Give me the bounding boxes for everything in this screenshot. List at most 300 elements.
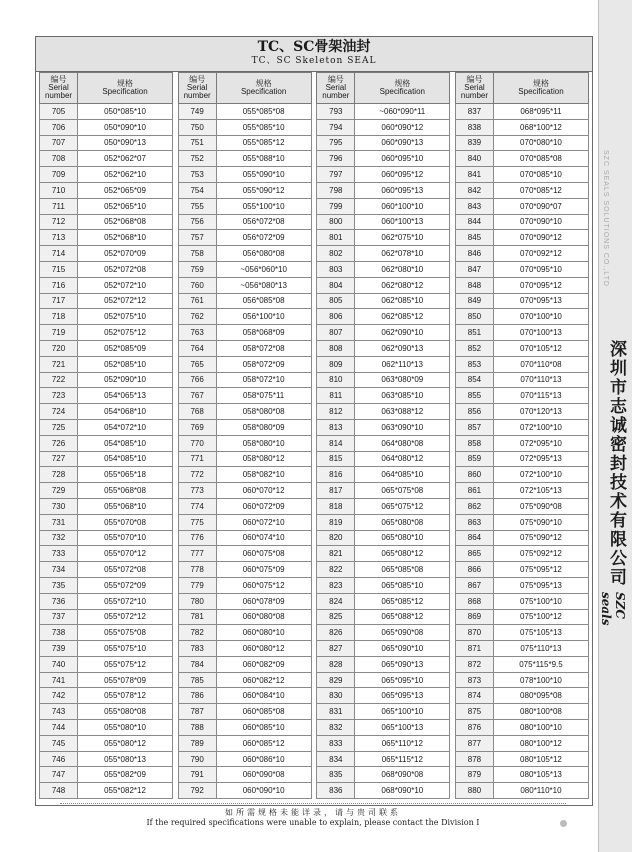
spec-cell: 054*085*10: [78, 435, 173, 451]
spec-cell: 060*082*12: [216, 672, 311, 688]
serial-cell: 729: [40, 483, 78, 499]
spec-cell: 060*072*09: [216, 498, 311, 514]
spec-cell: 072*100*10: [493, 419, 588, 435]
spec-cell: 055*072*10: [78, 593, 173, 609]
serial-cell: 819: [317, 514, 355, 530]
serial-cell: 721: [40, 356, 78, 372]
table-row: [317, 625, 450, 641]
serial-cell: 764: [178, 340, 216, 356]
spec-cell: 062*085*12: [355, 309, 450, 325]
table-row: [40, 388, 173, 404]
spec-cell: 065*100*10: [355, 704, 450, 720]
table-row: [455, 309, 588, 325]
serial-cell: 856: [455, 404, 493, 420]
company-name-cn: 深圳市志诚密封技术有限公司: [606, 340, 626, 587]
serial-cell: 811: [317, 388, 355, 404]
table-row: [455, 467, 588, 483]
serial-cell: 866: [455, 562, 493, 578]
serial-cell: 862: [455, 498, 493, 514]
serial-cell: 815: [317, 451, 355, 467]
table-row: [178, 182, 311, 198]
spec-cell: 060*074*10: [216, 530, 311, 546]
table-row: [178, 609, 311, 625]
table-row: [455, 261, 588, 277]
spec-cell: 065*090*13: [355, 656, 450, 672]
serial-cell: 797: [317, 167, 355, 183]
spec-cell: 072*105*13: [493, 483, 588, 499]
serial-cell: 735: [40, 577, 78, 593]
spec-cell: 052*068*10: [78, 230, 173, 246]
serial-header: [455, 73, 493, 104]
spec-cell: 065*075*12: [355, 498, 450, 514]
serial-cell: 852: [455, 340, 493, 356]
table-row: [40, 325, 173, 341]
serial-cell: 805: [317, 293, 355, 309]
serial-header-en2: number: [183, 91, 211, 100]
spec-cell: 054*068*10: [78, 404, 173, 420]
serial-cell: 838: [455, 119, 493, 135]
serial-cell: 821: [317, 546, 355, 562]
spec-cell: 055*080*08: [78, 704, 173, 720]
table-row: [40, 404, 173, 420]
serial-cell: 802: [317, 246, 355, 262]
spec-cell: 065*100*13: [355, 720, 450, 736]
table-row: [455, 688, 588, 704]
spec-cell: 054*085*10: [78, 451, 173, 467]
serial-cell: 747: [40, 767, 78, 783]
table-row: [40, 735, 173, 751]
serial-cell: 859: [455, 451, 493, 467]
spec-cell: 055*085*08: [216, 104, 311, 120]
table-row: [40, 214, 173, 230]
spec-cell: 070*095*10: [493, 261, 588, 277]
spec-cell: 060*084*10: [216, 688, 311, 704]
table-row: [317, 419, 450, 435]
serial-cell: 739: [40, 641, 78, 657]
serial-cell: 794: [317, 119, 355, 135]
table-row: [178, 340, 311, 356]
spec-cell: 068*100*12: [493, 119, 588, 135]
spec-cell: 050*090*13: [78, 135, 173, 151]
serial-cell: 772: [178, 467, 216, 483]
serial-header-en2: number: [44, 91, 73, 100]
spec-cell: 055*085*10: [216, 119, 311, 135]
table-row: [317, 277, 450, 293]
table-row: [40, 783, 173, 799]
spec-cell: 064*085*10: [355, 467, 450, 483]
table-row: [178, 783, 311, 799]
serial-cell: 766: [178, 372, 216, 388]
table-row: [317, 325, 450, 341]
spec-cell: 065*090*08: [355, 625, 450, 641]
spec-cell: 055*080*13: [78, 751, 173, 767]
table-row: [178, 467, 311, 483]
table-row: [178, 388, 311, 404]
spec-cell: 063*090*10: [355, 419, 450, 435]
table-row: [40, 514, 173, 530]
table-row: [178, 735, 311, 751]
serial-cell: 760: [178, 277, 216, 293]
table-row: [455, 530, 588, 546]
spec-cell: 052*075*12: [78, 325, 173, 341]
table-row: [317, 214, 450, 230]
table-row: [40, 562, 173, 578]
spec-cell: 055*082*09: [78, 767, 173, 783]
table-row: [455, 783, 588, 799]
spec-cell: 055*072*12: [78, 609, 173, 625]
serial-cell: 773: [178, 483, 216, 499]
serial-header-en: Serial: [48, 83, 69, 92]
spec-header-en: Specification: [240, 87, 287, 96]
serial-cell: 868: [455, 593, 493, 609]
spec-cell: 058*080*08: [216, 404, 311, 420]
serial-cell: 801: [317, 230, 355, 246]
spec-cell: 055*070*08: [78, 514, 173, 530]
spec-cell: 064*080*08: [355, 435, 450, 451]
serial-cell: 768: [178, 404, 216, 420]
spec-cell: 060*095*12: [355, 167, 450, 183]
spec-cell: 070*095*13: [493, 293, 588, 309]
spec-cell: 055*072*09: [78, 577, 173, 593]
table-row: [178, 767, 311, 783]
serial-cell: 837: [455, 104, 493, 120]
serial-cell: 806: [317, 309, 355, 325]
spec-cell: 063*080*09: [355, 372, 450, 388]
serial-cell: 870: [455, 625, 493, 641]
spec-cell: 075*110*13: [493, 641, 588, 657]
spec-cell: 055*072*08: [78, 562, 173, 578]
spec-cell: 060*072*10: [216, 514, 311, 530]
serial-cell: 780: [178, 593, 216, 609]
spec-cell: 063*088*12: [355, 404, 450, 420]
spec-cell: 075*090*12: [493, 530, 588, 546]
serial-cell: 857: [455, 419, 493, 435]
table-row: [317, 246, 450, 262]
spec-cell: 080*105*12: [493, 751, 588, 767]
table-row: [178, 530, 311, 546]
spec-cell: 075*100*10: [493, 593, 588, 609]
serial-cell: 822: [317, 562, 355, 578]
table-row: [178, 325, 311, 341]
table-row: [455, 514, 588, 530]
serial-cell: 855: [455, 388, 493, 404]
table-row: [317, 672, 450, 688]
table-row: [455, 735, 588, 751]
serial-cell: 880: [455, 783, 493, 799]
table-row: [317, 293, 450, 309]
table-row: [40, 104, 173, 120]
table-row: [40, 230, 173, 246]
serial-cell: 792: [178, 783, 216, 799]
serial-cell: 832: [317, 720, 355, 736]
spec-cell: 070*120*13: [493, 404, 588, 420]
table-row: [455, 641, 588, 657]
table-row: [455, 167, 588, 183]
table-row: [178, 435, 311, 451]
serial-cell: 786: [178, 688, 216, 704]
spec-cell: 055*080*12: [78, 735, 173, 751]
spec-cell: 060*090*13: [355, 135, 450, 151]
spec-cell: 052*085*09: [78, 340, 173, 356]
serial-cell: 818: [317, 498, 355, 514]
table-row: [40, 625, 173, 641]
table-row: [40, 688, 173, 704]
spec-table-frame: [35, 36, 593, 806]
spec-cell: 052*072*12: [78, 293, 173, 309]
table-row: [178, 135, 311, 151]
spec-table: [178, 72, 312, 799]
serial-cell: 790: [178, 751, 216, 767]
spec-table: [455, 72, 589, 799]
table-row: [178, 641, 311, 657]
spec-cell: 070*115*13: [493, 388, 588, 404]
spec-cell: 058*082*10: [216, 467, 311, 483]
spec-cell: 055*065*18: [78, 467, 173, 483]
spec-cell: 058*072*10: [216, 372, 311, 388]
spec-cell: 075*095*13: [493, 577, 588, 593]
serial-cell: 770: [178, 435, 216, 451]
table-row: [317, 530, 450, 546]
serial-cell: 809: [317, 356, 355, 372]
spec-cell: 065*088*12: [355, 609, 450, 625]
spec-cell: 060*095*10: [355, 151, 450, 167]
table-row: [40, 167, 173, 183]
table-row: [317, 735, 450, 751]
table-row: [317, 514, 450, 530]
serial-cell: 785: [178, 672, 216, 688]
serial-cell: 860: [455, 467, 493, 483]
serial-cell: 765: [178, 356, 216, 372]
serial-cell: 793: [317, 104, 355, 120]
spec-cell: 070*110*13: [493, 372, 588, 388]
spec-cell: 052*072*10: [78, 277, 173, 293]
serial-cell: 756: [178, 214, 216, 230]
spec-cell: 075*095*12: [493, 562, 588, 578]
spec-table-column: [178, 72, 312, 799]
spec-cell: 062*080*12: [355, 277, 450, 293]
spec-cell: 055*068*08: [78, 483, 173, 499]
table-row: [40, 135, 173, 151]
serial-header: [317, 73, 355, 104]
table-row: [178, 577, 311, 593]
serial-cell: 827: [317, 641, 355, 657]
serial-cell: 778: [178, 562, 216, 578]
table-row: [455, 198, 588, 214]
serial-cell: 798: [317, 182, 355, 198]
spec-cell: 070*110*08: [493, 356, 588, 372]
table-row: [455, 720, 588, 736]
table-row: [317, 451, 450, 467]
serial-cell: 839: [455, 135, 493, 151]
spec-cell: 060*080*10: [216, 625, 311, 641]
serial-cell: 771: [178, 451, 216, 467]
spec-cell: 063*085*10: [355, 388, 450, 404]
table-row: [40, 593, 173, 609]
table-header-row: [178, 73, 311, 104]
spec-cell: 052*085*10: [78, 356, 173, 372]
table-row: [317, 230, 450, 246]
serial-cell: 783: [178, 641, 216, 657]
serial-cell: 752: [178, 151, 216, 167]
spec-cell: 070*085*08: [493, 151, 588, 167]
spec-cell: 052*065*10: [78, 198, 173, 214]
spec-cell: 062*085*10: [355, 293, 450, 309]
table-header-row: [455, 73, 588, 104]
table-row: [317, 720, 450, 736]
serial-cell: 741: [40, 672, 78, 688]
serial-header-en: Serial: [186, 83, 208, 92]
table-row: [455, 609, 588, 625]
table-header-row: [317, 73, 450, 104]
spec-cell: 060*100*10: [355, 198, 450, 214]
spec-cell: 068*090*08: [355, 767, 450, 783]
serial-cell: 864: [455, 530, 493, 546]
spec-cell: ~060*090*11: [355, 104, 450, 120]
table-row: [317, 609, 450, 625]
serial-cell: 767: [178, 388, 216, 404]
table-row: [178, 104, 311, 120]
serial-cell: 743: [40, 704, 78, 720]
table-row: [178, 562, 311, 578]
serial-cell: 732: [40, 530, 78, 546]
spec-header-cn: 规格: [255, 79, 272, 88]
table-row: [455, 577, 588, 593]
table-row: [317, 356, 450, 372]
serial-cell: 841: [455, 167, 493, 183]
spec-cell: 058*075*11: [216, 388, 311, 404]
spec-cell: 080*100*12: [493, 735, 588, 751]
spec-cell: 050*085*10: [78, 104, 173, 120]
spec-cell: 070*090*07: [493, 198, 588, 214]
table-row: [178, 246, 311, 262]
spec-cell: 062*090*10: [355, 325, 450, 341]
spec-cell: 056*080*08: [216, 246, 311, 262]
table-row: [455, 388, 588, 404]
serial-cell: 731: [40, 514, 78, 530]
table-row: [40, 372, 173, 388]
table-row: [317, 467, 450, 483]
spec-header-cn: 规格: [394, 79, 411, 88]
table-row: [317, 483, 450, 499]
serial-cell: 784: [178, 656, 216, 672]
spec-cell: 075*100*12: [493, 609, 588, 625]
serial-cell: 761: [178, 293, 216, 309]
serial-cell: 709: [40, 167, 78, 183]
table-row: [455, 293, 588, 309]
serial-cell: 795: [317, 135, 355, 151]
serial-cell: 714: [40, 246, 78, 262]
serial-cell: 846: [455, 246, 493, 262]
serial-cell: 712: [40, 214, 78, 230]
serial-cell: 708: [40, 151, 78, 167]
spec-table-column: [455, 72, 589, 799]
serial-cell: 788: [178, 720, 216, 736]
spec-cell: 078*100*10: [493, 672, 588, 688]
spec-cell: 080*100*08: [493, 704, 588, 720]
spec-cell: 062*078*10: [355, 246, 450, 262]
table-row: [317, 546, 450, 562]
table-row: [40, 151, 173, 167]
table-row: [455, 356, 588, 372]
table-row: [455, 151, 588, 167]
serial-cell: 705: [40, 104, 78, 120]
serial-cell: 719: [40, 325, 78, 341]
spec-cell: 060*090*08: [216, 767, 311, 783]
serial-cell: 715: [40, 261, 78, 277]
serial-cell: 746: [40, 751, 78, 767]
table-row: [178, 230, 311, 246]
serial-header-en: Serial: [325, 83, 347, 92]
table-row: [40, 309, 173, 325]
spec-cell: 065*115*12: [355, 751, 450, 767]
table-row: [178, 498, 311, 514]
spec-cell: 060*086*10: [216, 751, 311, 767]
table-row: [455, 656, 588, 672]
spec-cell: 075*105*13: [493, 625, 588, 641]
serial-cell: 706: [40, 119, 78, 135]
serial-cell: 725: [40, 419, 78, 435]
table-title-bar: [36, 37, 592, 72]
spec-header-cn: 规格: [532, 79, 549, 88]
spec-cell: 055*085*12: [216, 135, 311, 151]
table-row: [178, 751, 311, 767]
table-row: [317, 783, 450, 799]
serial-cell: 716: [40, 277, 78, 293]
spec-cell: 064*080*12: [355, 451, 450, 467]
table-row: [40, 293, 173, 309]
serial-cell: 844: [455, 214, 493, 230]
serial-cell: 745: [40, 735, 78, 751]
serial-cell: 878: [455, 751, 493, 767]
spec-table-column: [39, 72, 173, 799]
spec-cell: 065*085*08: [355, 562, 450, 578]
serial-header: [40, 73, 78, 104]
serial-cell: 799: [317, 198, 355, 214]
spec-cell: 052*075*10: [78, 309, 173, 325]
table-title-en: TC、SC Skeleton SEAL: [251, 56, 377, 66]
serial-header: [178, 73, 216, 104]
serial-cell: 803: [317, 261, 355, 277]
spec-cell: 070*090*12: [493, 230, 588, 246]
spec-header: [78, 73, 173, 104]
spec-cell: 052*068*08: [78, 214, 173, 230]
spec-cell: 056*072*09: [216, 230, 311, 246]
spec-cell: 060*090*10: [216, 783, 311, 799]
serial-cell: 758: [178, 246, 216, 262]
table-row: [455, 767, 588, 783]
spec-cell: 058*068*09: [216, 325, 311, 341]
serial-cell: 867: [455, 577, 493, 593]
table-row: [317, 562, 450, 578]
spec-cell: 075*092*12: [493, 546, 588, 562]
serial-cell: 861: [455, 483, 493, 499]
serial-cell: 869: [455, 609, 493, 625]
spec-cell: 052*062*10: [78, 167, 173, 183]
table-row: [40, 767, 173, 783]
spec-table: [39, 72, 173, 799]
serial-cell: 826: [317, 625, 355, 641]
serial-cell: 728: [40, 467, 78, 483]
spec-cell: 060*075*12: [216, 577, 311, 593]
serial-cell: 722: [40, 372, 78, 388]
serial-cell: 840: [455, 151, 493, 167]
serial-cell: 849: [455, 293, 493, 309]
table-row: [455, 230, 588, 246]
spec-cell: 055*075*12: [78, 656, 173, 672]
serial-cell: 720: [40, 340, 78, 356]
serial-cell: 871: [455, 641, 493, 657]
spec-cell: 060*082*09: [216, 656, 311, 672]
